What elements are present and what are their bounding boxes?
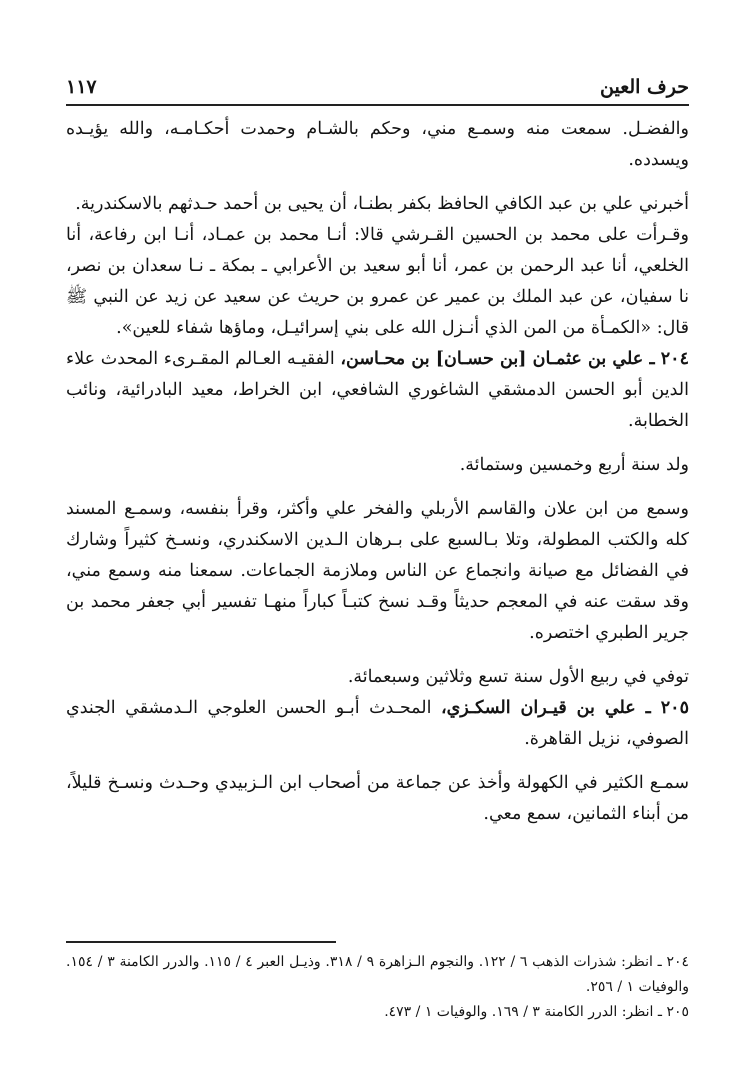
chapter-title: حرف العين (600, 76, 689, 98)
footnote-204: ٢٠٤ ـ انظر: شذرات الذهب ٦ / ١٢٢. والنجوم الـزاهرة ٩ / ٣١٨. وذيـل العبر ٤ / ١١٥. والدرر الكامنة ٣ / ١٥٤. والوفيات ١ / ٢٥٦. (66, 954, 689, 995)
paragraph-chain-2: وقـرأت على محمد بن الحسين القـرشي قالا: أنـا محمد بن عمـاد، أنـا ابن رفاعة، أنا الخلعي، أنا عبد الرحمن بن عمر، أنا أبو سعيد بن الأعرابي ـ بمكة ـ نـا سعدان بن نصر، نا سفيان، عن عبد الملك بن عمير عن عمرو بن حريث عن سعيد عن زيد عن النبي ﷺ قال: «الكمـأة من المن الذي أنـزل الله على بني إسرائيـل، وماؤها شفاء للعين». (66, 225, 689, 338)
paragraph-death: توفي في ربيع الأول سنة تسع وثلاثين وسبعمائة. (347, 667, 689, 687)
entry-204 (66, 344, 689, 437)
footnotes (66, 950, 689, 1025)
paragraph-birth: ولد سنة أربع وخمسين وستمائة. (459, 455, 689, 475)
footnote-205: ٢٠٥ ـ انظر: الدرر الكامنة ٣ / ١٦٩. والوفيات ١ / ٤٧٣. (384, 1004, 689, 1020)
main-text (66, 114, 689, 830)
paragraph-hearing: سمـع الكثير في الكهولة وأخذ عن جماعة من أصحاب ابن الـزبيدي وحـدث ونسـخ قليلاً، من أبناء الثمانين، سمع معي. (66, 773, 689, 824)
footnote-divider (66, 941, 336, 943)
page-number: ١١٧ (66, 76, 97, 98)
entry-205-text: المحـدث أبـو الحسن العلوجي الـدمشقي الجندي الصوفي، نزيل القاهرة. (66, 698, 689, 749)
running-header (66, 74, 689, 106)
entry-204-text: الفقيـه العـالم المقـرىء المحدث علاء الدين أبو الحسن الدمشقي الشاغوري الشافعي، ابن الخراط، معيد البادرائية، ونائب الخطابة. (66, 349, 689, 431)
paragraph-studies: وسمع من ابن علان والقاسم الأربلي والفخر علي وأكثر، وقرأ بنفسه، وسمـع المسند كله والكتب المطولة، وتلا بـالسبع على بـرهان الـدين الاسكندري، ونسـخ كثيراً وشارك في الفضائل مع صيانة وانجماع عن الناس وملازمة الجماعات. سمعنا منه وسمع مني، وقد سقت عنه في المعجم حديثاً وقـد نسخ كتبـاً كباراً منهـا تفسير أبي جعفر محمد بن جرير الطبري اختصره. (66, 499, 689, 643)
entry-204-heading: ٢٠٤ ـ علي بن عثمـان [بن حسـان] بن محـاسن، (340, 349, 689, 369)
paragraph-continuation: والفضـل. سمعت منه وسمـع مني، وحكم بالشـام وحمدت أحكـامـه، والله يؤيـده ويسدده. (66, 119, 689, 170)
entry-205 (66, 693, 689, 755)
paragraph-chain-1: أخبرني علي بن عبد الكافي الحافظ بكفر بطنـا، أن يحيى بن أحمد حـدثهم بالاسكندرية. (75, 194, 689, 214)
entry-205-heading: ٢٠٥ ـ علي بن قيـران السكـزي، (440, 698, 689, 718)
